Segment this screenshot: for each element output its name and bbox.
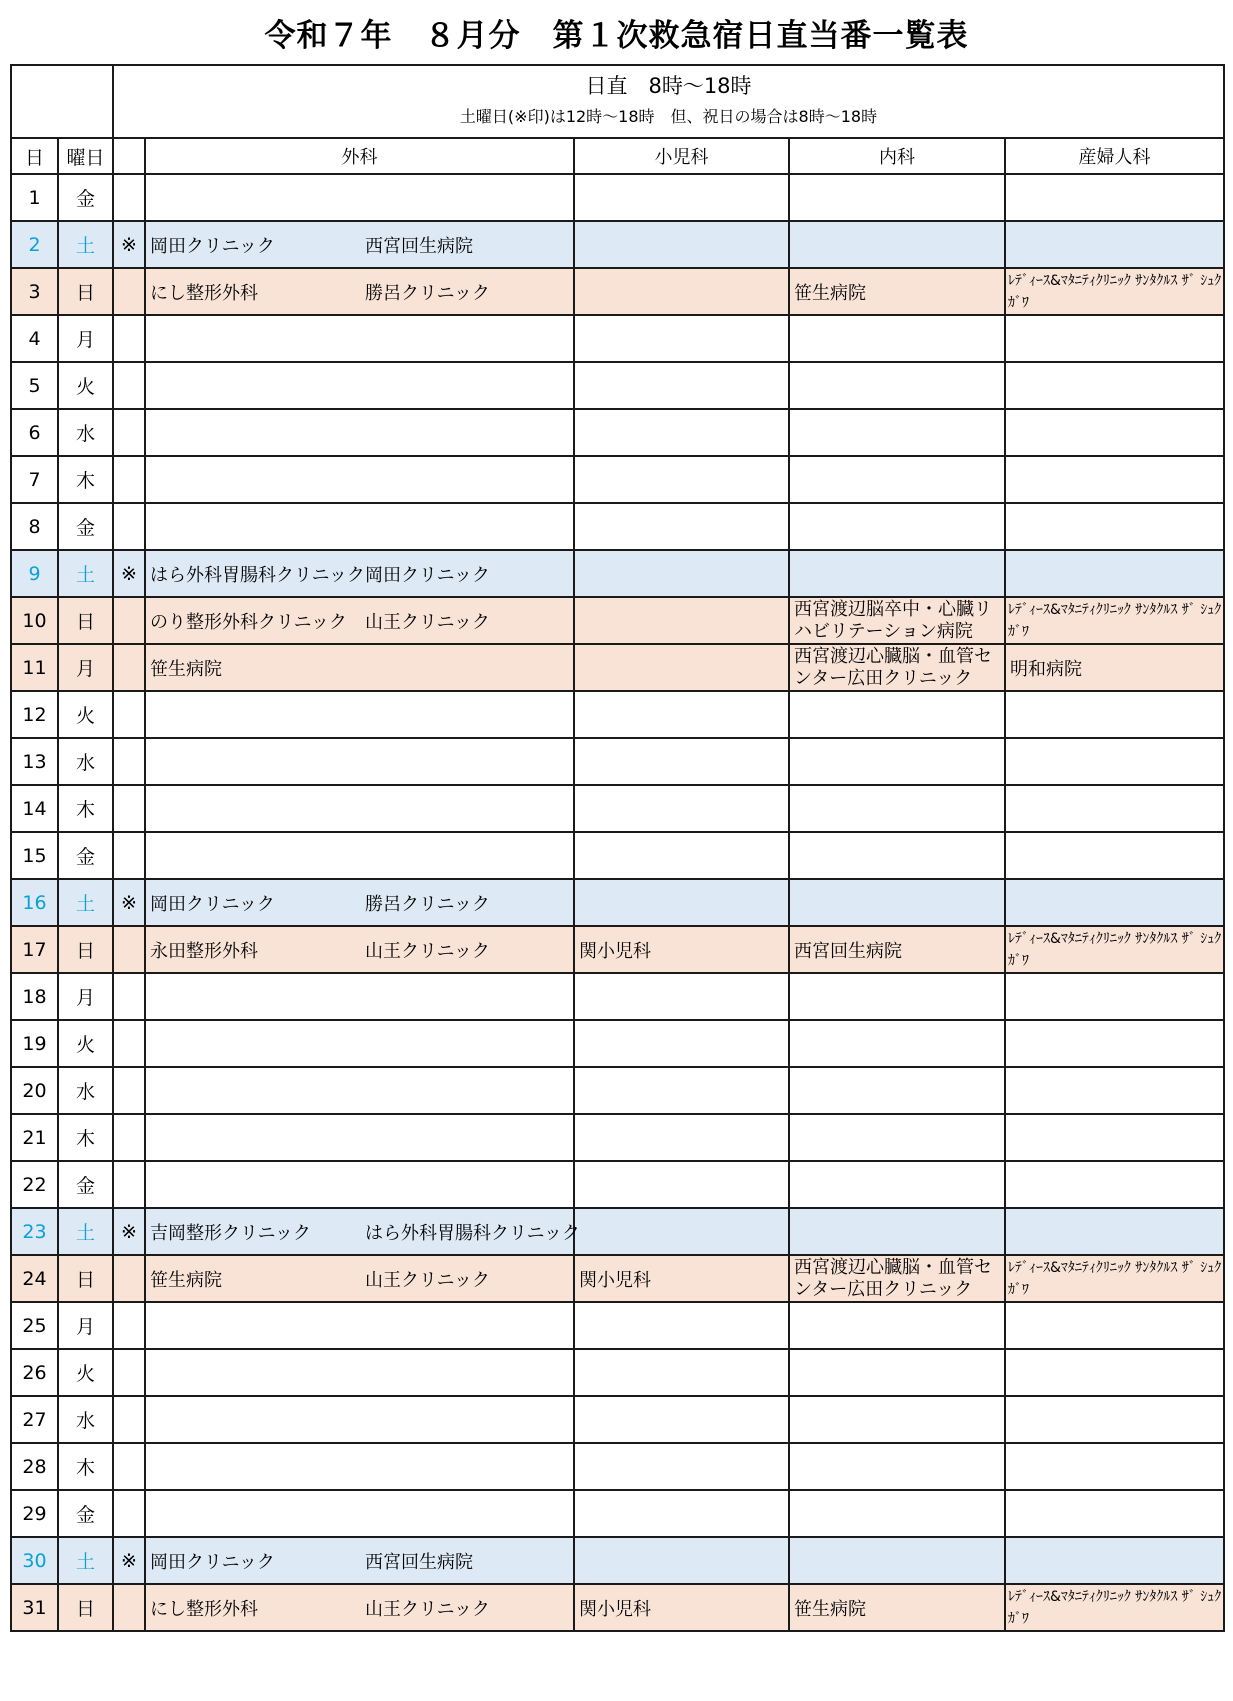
surgery-clinic-1: 岡田クリニック [150,235,275,257]
day-number: 25 [11,1302,58,1349]
surgery-cell [145,1114,574,1161]
obgyn-cell [1005,785,1224,832]
pediatrics-cell [574,550,789,597]
day-number: 30 [11,1537,58,1584]
saturday-mark [113,1255,145,1302]
day-of-week: 土 [58,550,113,597]
saturday-mark: ※ [113,1537,145,1584]
internal-medicine-cell [789,1349,1005,1396]
header-time-row [11,65,1224,138]
day-number: 6 [11,409,58,456]
obgyn-cell [1005,691,1224,738]
day-row [11,1067,1224,1114]
internal-medicine-cell [789,1161,1005,1208]
internal-medicine-cell [789,409,1005,456]
day-number: 12 [11,691,58,738]
surgery-cell [145,1349,574,1396]
surgery-cell [145,597,574,644]
surgery-cell [145,174,574,221]
surgery-cell [145,1443,574,1490]
saturday-mark [113,644,145,691]
obgyn-cell: ﾚﾃﾞｨｰｽ&ﾏﾀﾆﾃｨｸﾘﾆｯｸ ｻﾝﾀｸﾙｽ ｻﾞ ｼｭｸｶﾞﾜ [1005,268,1224,315]
day-number: 24 [11,1255,58,1302]
internal-medicine-cell [789,315,1005,362]
day-number: 15 [11,832,58,879]
internal-medicine-cell [789,362,1005,409]
day-number: 16 [11,879,58,926]
day-row [11,973,1224,1020]
obgyn-cell [1005,973,1224,1020]
internal-medicine-cell: 西宮渡辺脳卒中・心臓リハビリテーション病院 [789,597,1005,644]
day-of-week: 土 [58,1537,113,1584]
internal-medicine-cell [789,1396,1005,1443]
internal-medicine-cell [789,1302,1005,1349]
pediatrics-cell [574,1396,789,1443]
surgery-clinic-2: 岡田クリニック [365,564,490,586]
pediatrics-cell [574,1443,789,1490]
obgyn-cell [1005,1114,1224,1161]
day-row [11,1161,1224,1208]
day-number: 20 [11,1067,58,1114]
obgyn-cell [1005,174,1224,221]
surgery-clinic-2: 山王クリニック [365,1598,490,1620]
day-number: 1 [11,174,58,221]
obgyn-cell [1005,832,1224,879]
internal-medicine-cell [789,738,1005,785]
internal-medicine-cell [789,1537,1005,1584]
surgery-clinic-2: 山王クリニック [365,940,490,962]
saturday-mark [113,973,145,1020]
pediatrics-cell [574,362,789,409]
internal-medicine-cell [789,785,1005,832]
surgery-clinic-2: 西宮回生病院 [365,235,473,257]
day-of-week: 金 [58,832,113,879]
surgery-cell [145,1537,574,1584]
day-of-week: 火 [58,691,113,738]
day-row [11,1490,1224,1537]
day-of-week: 金 [58,1490,113,1537]
internal-medicine-cell [789,503,1005,550]
day-number: 26 [11,1349,58,1396]
day-row [11,1443,1224,1490]
day-row [11,409,1224,456]
day-number: 28 [11,1443,58,1490]
obgyn-cell [1005,1349,1224,1396]
obgyn-cell [1005,1302,1224,1349]
day-of-week: 木 [58,456,113,503]
obgyn-cell [1005,1208,1224,1255]
day-number: 4 [11,315,58,362]
day-row [11,1114,1224,1161]
day-row [11,785,1224,832]
saturday-mark [113,597,145,644]
header-time-cell [113,65,1224,138]
surgery-clinic-1: はら外科胃腸科クリニック [150,564,365,586]
day-of-week: 金 [58,174,113,221]
obgyn-cell [1005,221,1224,268]
surgery-cell [145,1255,574,1302]
day-of-week: 金 [58,503,113,550]
saturday-mark [113,1443,145,1490]
saturday-mark [113,315,145,362]
saturday-mark [113,1302,145,1349]
saturday-mark [113,1067,145,1114]
internal-medicine-cell [789,174,1005,221]
saturday-note: 土曜日(※印)は12時～18時 但、祝日の場合は8時～18時 [459,107,878,126]
surgery-clinic-1: にし整形外科 [150,1598,258,1620]
day-row [11,597,1224,644]
saturday-mark: ※ [113,221,145,268]
day-of-week: 火 [58,362,113,409]
surgery-cell [145,456,574,503]
col-header-obgyn: 産婦人科 [1005,138,1224,174]
day-row [11,1584,1224,1631]
saturday-mark [113,456,145,503]
internal-medicine-cell [789,1443,1005,1490]
internal-medicine-cell [789,973,1005,1020]
pediatrics-cell [574,221,789,268]
surgery-cell [145,1584,574,1631]
saturday-mark [113,362,145,409]
surgery-cell [145,1302,574,1349]
saturday-mark [113,1349,145,1396]
pediatrics-cell: 関小児科 [574,1255,789,1302]
pediatrics-cell: 関小児科 [574,926,789,973]
surgery-clinic-1: のり整形外科クリニック [150,611,347,633]
day-row [11,1302,1224,1349]
pediatrics-cell [574,1208,789,1255]
day-of-week: 日 [58,1584,113,1631]
pediatrics-cell [574,597,789,644]
internal-medicine-cell: 笹生病院 [789,1584,1005,1631]
obgyn-cell [1005,1067,1224,1114]
saturday-mark [113,691,145,738]
obgyn-cell [1005,1161,1224,1208]
surgery-cell [145,691,574,738]
pediatrics-cell [574,785,789,832]
surgery-cell [145,738,574,785]
surgery-cell [145,550,574,597]
day-number: 22 [11,1161,58,1208]
day-of-week: 日 [58,1255,113,1302]
duty-hours-label: 日直 8時～18時 [585,74,752,98]
saturday-mark [113,174,145,221]
day-number: 14 [11,785,58,832]
obgyn-cell: ﾚﾃﾞｨｰｽ&ﾏﾀﾆﾃｨｸﾘﾆｯｸ ｻﾝﾀｸﾙｽ ｻﾞ ｼｭｸｶﾞﾜ [1005,597,1224,644]
pediatrics-cell [574,268,789,315]
pediatrics-cell [574,503,789,550]
day-number: 2 [11,221,58,268]
saturday-mark [113,926,145,973]
day-of-week: 木 [58,1443,113,1490]
day-of-week: 土 [58,1208,113,1255]
saturday-mark [113,268,145,315]
internal-medicine-cell: 笹生病院 [789,268,1005,315]
obgyn-cell [1005,550,1224,597]
obgyn-cell: ﾚﾃﾞｨｰｽ&ﾏﾀﾆﾃｨｸﾘﾆｯｸ ｻﾝﾀｸﾙｽ ｻﾞ ｼｭｸｶﾞﾜ [1005,926,1224,973]
day-row [11,315,1224,362]
day-of-week: 月 [58,644,113,691]
internal-medicine-cell [789,1067,1005,1114]
pediatrics-cell [574,1067,789,1114]
day-row [11,879,1224,926]
surgery-cell [145,1490,574,1537]
internal-medicine-cell [789,832,1005,879]
day-number: 17 [11,926,58,973]
day-row [11,1020,1224,1067]
day-number: 7 [11,456,58,503]
surgery-cell [145,1067,574,1114]
day-of-week: 木 [58,1114,113,1161]
day-number: 31 [11,1584,58,1631]
pediatrics-cell [574,1302,789,1349]
day-row [11,832,1224,879]
pediatrics-cell [574,1161,789,1208]
pediatrics-cell [574,1490,789,1537]
saturday-mark [113,1020,145,1067]
pediatrics-cell [574,879,789,926]
day-number: 29 [11,1490,58,1537]
surgery-cell [145,503,574,550]
day-of-week: 月 [58,315,113,362]
surgery-cell [145,785,574,832]
saturday-mark: ※ [113,1208,145,1255]
day-row [11,221,1224,268]
pediatrics-cell: 関小児科 [574,1584,789,1631]
obgyn-cell [1005,315,1224,362]
day-of-week: 火 [58,1020,113,1067]
surgery-cell [145,973,574,1020]
saturday-mark [113,1490,145,1537]
day-of-week: 水 [58,738,113,785]
surgery-clinic-2: 山王クリニック [365,1269,490,1291]
day-number: 8 [11,503,58,550]
page-title: 令和７年 ８月分 第１次救急宿日直当番一覧表 [264,18,969,54]
day-row [11,1537,1224,1584]
obgyn-cell: 明和病院 [1005,644,1224,691]
surgery-cell [145,1020,574,1067]
obgyn-cell: ﾚﾃﾞｨｰｽ&ﾏﾀﾆﾃｨｸﾘﾆｯｸ ｻﾝﾀｸﾙｽ ｻﾞ ｼｭｸｶﾞﾜ [1005,1255,1224,1302]
day-number: 27 [11,1396,58,1443]
saturday-mark [113,785,145,832]
internal-medicine-cell [789,1114,1005,1161]
saturday-mark [113,738,145,785]
saturday-mark [113,1396,145,1443]
col-header-surgery: 外科 [145,138,574,174]
day-row [11,691,1224,738]
surgery-cell [145,315,574,362]
surgery-clinic-2: 勝呂クリニック [365,893,490,915]
surgery-cell [145,362,574,409]
internal-medicine-cell: 西宮回生病院 [789,926,1005,973]
surgery-clinic-2: 山王クリニック [365,611,490,633]
obgyn-cell [1005,1020,1224,1067]
day-of-week: 金 [58,1161,113,1208]
saturday-mark [113,409,145,456]
day-number: 3 [11,268,58,315]
day-number: 11 [11,644,58,691]
day-number: 9 [11,550,58,597]
day-row [11,456,1224,503]
day-number: 23 [11,1208,58,1255]
day-row [11,503,1224,550]
surgery-cell [145,409,574,456]
pediatrics-cell [574,1114,789,1161]
header-corner-cell [11,65,113,138]
obgyn-cell [1005,456,1224,503]
internal-medicine-cell [789,550,1005,597]
day-row [11,1208,1224,1255]
pediatrics-cell [574,644,789,691]
internal-medicine-cell: 西宮渡辺心臓脳・血管センター広田クリニック [789,644,1005,691]
day-number: 13 [11,738,58,785]
day-number: 21 [11,1114,58,1161]
internal-medicine-cell [789,1020,1005,1067]
day-number: 5 [11,362,58,409]
saturday-mark: ※ [113,879,145,926]
surgery-cell [145,221,574,268]
pediatrics-cell [574,691,789,738]
day-row [11,1255,1224,1302]
pediatrics-cell [574,315,789,362]
surgery-clinic-1: 吉岡整形クリニック [150,1222,311,1244]
day-row [11,644,1224,691]
pediatrics-cell [574,456,789,503]
surgery-clinic-1: 永田整形外科 [150,940,258,962]
surgery-clinic-1: 岡田クリニック [150,1551,275,1573]
saturday-mark [113,832,145,879]
pediatrics-cell [574,1349,789,1396]
day-of-week: 月 [58,1302,113,1349]
surgery-cell [145,1161,574,1208]
internal-medicine-cell [789,691,1005,738]
col-header-mark [113,138,145,174]
pediatrics-cell [574,1537,789,1584]
surgery-clinic-1: 笹生病院 [150,658,222,680]
pediatrics-cell [574,1020,789,1067]
day-row [11,1396,1224,1443]
obgyn-cell [1005,1396,1224,1443]
surgery-clinic-1: 岡田クリニック [150,893,275,915]
internal-medicine-cell [789,456,1005,503]
surgery-clinic-2: 西宮回生病院 [365,1551,473,1573]
surgery-clinic-2: 勝呂クリニック [365,282,490,304]
surgery-cell [145,644,574,691]
surgery-cell [145,1396,574,1443]
surgery-cell [145,1208,580,1255]
duty-roster-table [10,64,1225,1632]
day-of-week: 日 [58,597,113,644]
day-row [11,268,1224,315]
day-of-week: 土 [58,879,113,926]
internal-medicine-cell: 西宮渡辺心臓脳・血管センター広田クリニック [789,1255,1005,1302]
saturday-mark [113,1584,145,1631]
obgyn-cell [1005,1443,1224,1490]
surgery-clinic-2: はら外科胃腸科クリニック [365,1222,580,1244]
saturday-mark [113,1161,145,1208]
internal-medicine-cell [789,221,1005,268]
surgery-cell [145,268,574,315]
day-of-week: 水 [58,1396,113,1443]
pediatrics-cell [574,174,789,221]
day-number: 18 [11,973,58,1020]
day-row [11,362,1224,409]
col-header-internal: 内科 [789,138,1005,174]
surgery-cell [145,879,574,926]
surgery-clinic-1: にし整形外科 [150,282,258,304]
day-number: 10 [11,597,58,644]
day-of-week: 日 [58,926,113,973]
day-of-week: 月 [58,973,113,1020]
saturday-mark: ※ [113,550,145,597]
obgyn-cell: ﾚﾃﾞｨｰｽ&ﾏﾀﾆﾃｨｸﾘﾆｯｸ ｻﾝﾀｸﾙｽ ｻﾞ ｼｭｸｶﾞﾜ [1005,1584,1224,1631]
obgyn-cell [1005,738,1224,785]
day-of-week: 水 [58,409,113,456]
surgery-cell [145,926,574,973]
day-row [11,174,1224,221]
obgyn-cell [1005,879,1224,926]
surgery-clinic-1: 笹生病院 [150,1269,222,1291]
day-of-week: 水 [58,1067,113,1114]
day-row [11,550,1224,597]
pediatrics-cell [574,409,789,456]
day-of-week: 火 [58,1349,113,1396]
col-header-dow: 曜日 [58,138,113,174]
day-row [11,1349,1224,1396]
day-row [11,738,1224,785]
col-header-pediatrics: 小児科 [574,138,789,174]
col-header-day: 日 [11,138,58,174]
internal-medicine-cell [789,879,1005,926]
day-of-week: 土 [58,221,113,268]
day-of-week: 日 [58,268,113,315]
obgyn-cell [1005,1490,1224,1537]
day-of-week: 木 [58,785,113,832]
obgyn-cell [1005,503,1224,550]
internal-medicine-cell [789,1208,1005,1255]
day-row [11,926,1224,973]
internal-medicine-cell [789,1490,1005,1537]
obgyn-cell [1005,362,1224,409]
pediatrics-cell [574,738,789,785]
column-header-row [11,138,1224,174]
saturday-mark [113,503,145,550]
saturday-mark [113,1114,145,1161]
surgery-cell [145,832,574,879]
obgyn-cell [1005,409,1224,456]
obgyn-cell [1005,1537,1224,1584]
day-number: 19 [11,1020,58,1067]
pediatrics-cell [574,973,789,1020]
pediatrics-cell [574,832,789,879]
